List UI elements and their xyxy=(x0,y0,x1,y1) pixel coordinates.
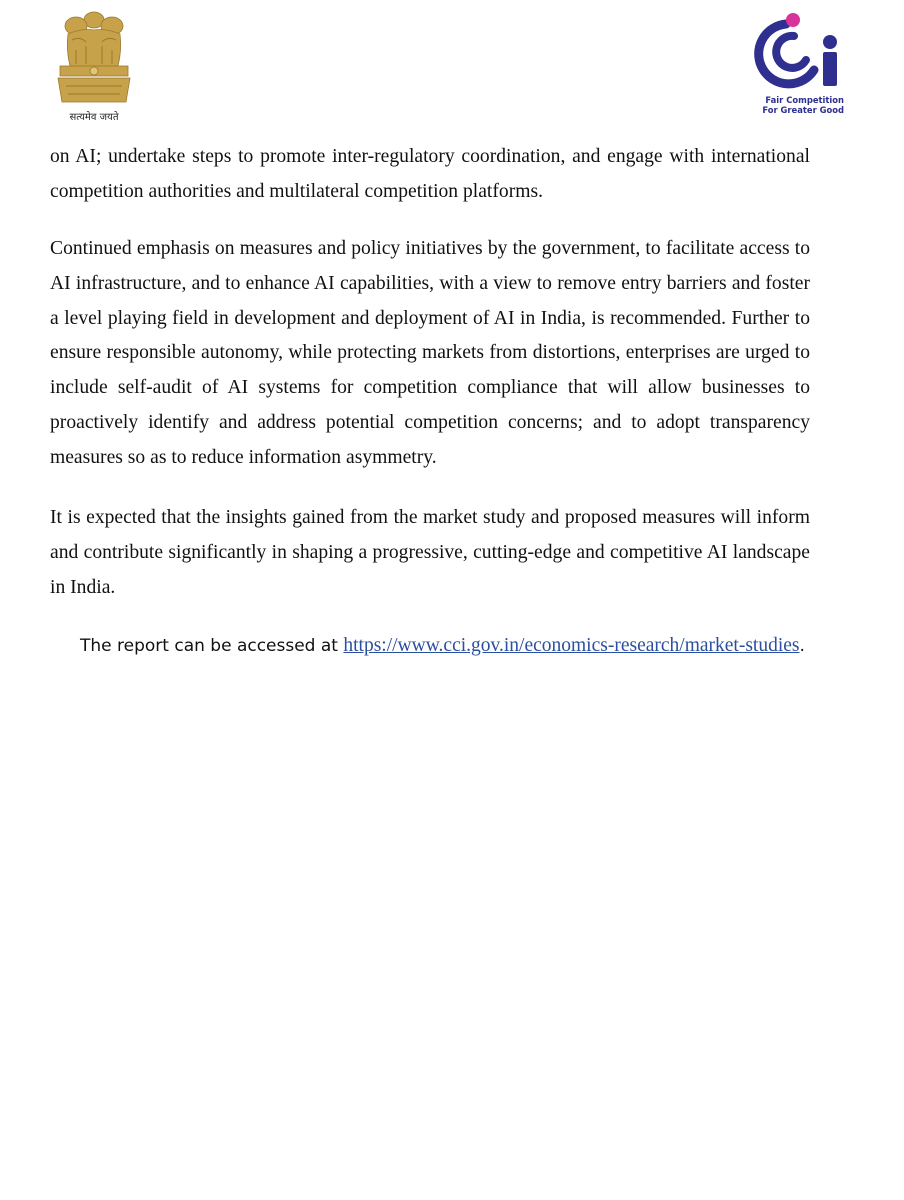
cci-logo-icon xyxy=(752,12,844,92)
cci-logo xyxy=(748,12,848,120)
access-suffix: . xyxy=(799,636,805,656)
report-link[interactable]: https://www.cci.gov.in/economics-research/market-studies xyxy=(343,635,800,656)
emblem-motto: सत्यमेव जयते xyxy=(69,112,119,123)
access-prefix: The report can be accessed at xyxy=(80,636,338,656)
national-emblem xyxy=(46,6,142,124)
tagline-line-1: Fair Competition xyxy=(765,95,844,105)
paragraph-2: Continued emphasis on measures and policy initiatives by the government, to facilitate access to AI infrastructure, and to enhance AI capabilities, with a view to remove entry barriers and foster a level playing field in development and deployment of AI in India, is recommended. Further to ensure responsible autonomy, while protecting markets from distortions, enterprises are urged to include self-audit of AI systems for competition compliance that will allow businesses to proactively identify and address potential competition concerns; and to adopt transparency measures so as to reduce information asymmetry. xyxy=(50,238,810,468)
cci-tagline xyxy=(748,95,844,115)
national-emblem-icon xyxy=(46,6,142,110)
paragraph-3: It is expected that the insights gained from the market study and proposed measures will inform and contribute significantly in shaping a progressive, cutting-edge and competitive AI landscape in India. xyxy=(50,507,810,598)
tagline-line-2: For Greater Good xyxy=(762,105,844,115)
paragraph-1: on AI; undertake steps to promote inter-regulatory coordination, and engage with international competition authorities and multilateral competition platforms. xyxy=(50,146,810,202)
report-access-line xyxy=(80,629,860,663)
